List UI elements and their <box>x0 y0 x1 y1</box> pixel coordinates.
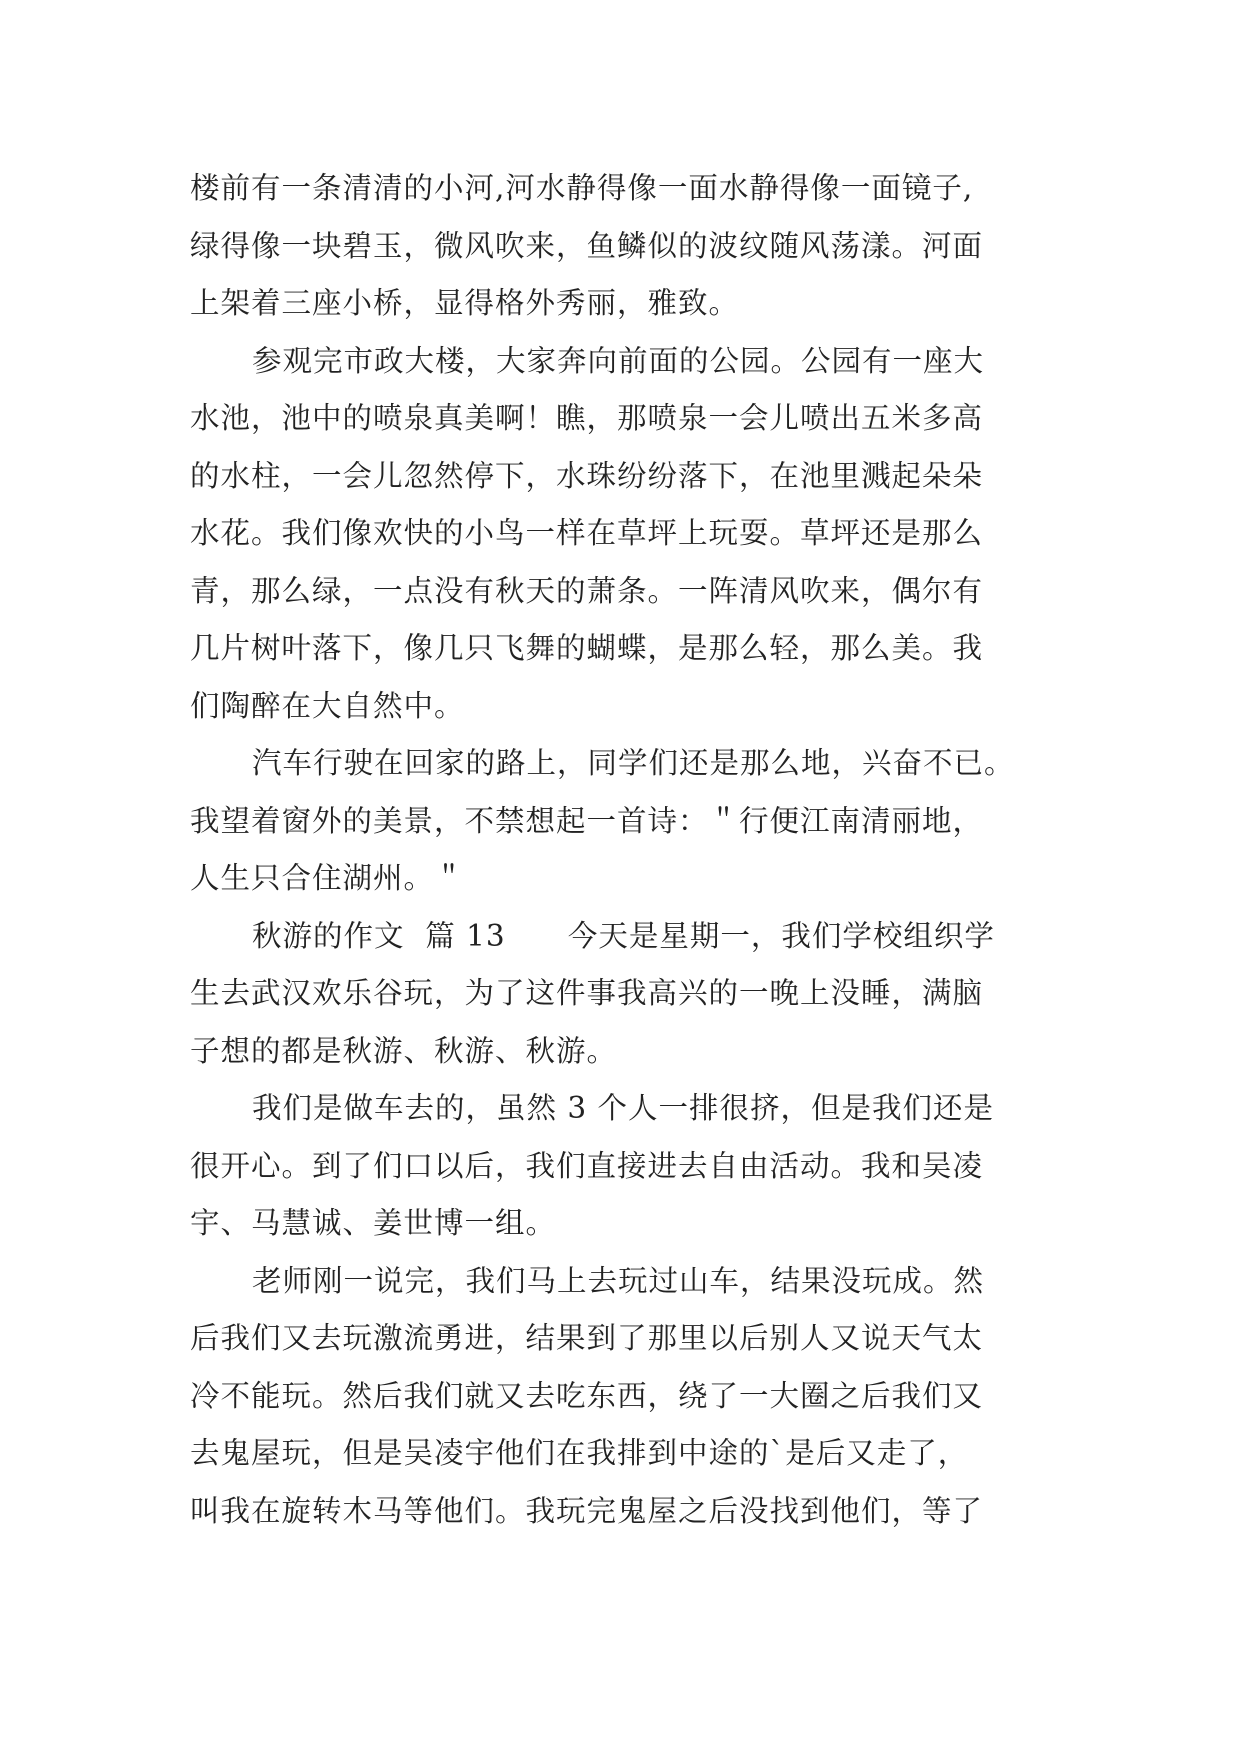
text-line: 生去武汉欢乐谷玩，为了这件事我高兴的一晚上没睡，满脑 <box>190 976 984 1010</box>
paragraph-first-line: 老师刚一说完，我们马上去玩过山车，结果没玩成。然 <box>252 1263 985 1298</box>
text-line: 我望着窗外的美景，不禁想起一首诗：＂行便江南清丽地， <box>190 803 984 838</box>
paragraph-first-line: 参观完市政大楼，大家奔向前面的公园。公园有一座大 <box>252 343 985 378</box>
text-line: 的水柱，一会儿忽然停下，水珠纷纷落下，在池里溅起朵朵 <box>190 458 984 493</box>
text-line: 宇、马慧诚、姜世博一组。 <box>190 1206 557 1240</box>
text-line: 们陶醉在大自然中。 <box>190 688 465 723</box>
paragraph-first-line: 汽车行驶在回家的路上，同学们还是那么地，兴奋不已。 <box>252 746 1015 780</box>
text-line: 人生只合住湖州。＂ <box>190 861 465 895</box>
text-line: 几片树叶落下，像几只飞舞的蝴蝶，是那么轻，那么美。我 <box>190 631 984 665</box>
text-line: 青，那么绿，一点没有秋天的萧条。一阵清风吹来，偶尔有 <box>190 573 984 608</box>
text-line: 楼前有一条清清的小河,河水静得像一面水静得像一面镜子, <box>190 171 974 205</box>
text-line: 叫我在旋转木马等他们。我玩完鬼屋之后没找到他们，等了 <box>190 1493 984 1528</box>
document-text <box>190 160 1070 1540</box>
text-line: 冷不能玩。然后我们就又去吃东西，绕了一大圈之后我们又 <box>190 1378 984 1413</box>
paragraph-first-line: 我们是做车去的，虽然 3 个人一排很挤，但是我们还是 <box>252 1091 995 1125</box>
text-line: 后我们又去玩激流勇进，结果到了那里以后别人又说天气太 <box>190 1321 984 1355</box>
text-line: 去鬼屋玩，但是吴凌宇他们在我排到中途的`是后又走了， <box>190 1436 969 1470</box>
text-line: 上架着三座小桥，显得格外秀丽，雅致。 <box>190 286 740 320</box>
paragraph-first-line: 秋游的作文 篇 13 今天是星期一，我们学校组织学 <box>252 918 995 953</box>
text-line: 水花。我们像欢快的小鸟一样在草坪上玩耍。草坪还是那么 <box>190 516 984 550</box>
text-line: 绿得像一块碧玉，微风吹来，鱼鳞似的波纹随风荡漾。河面 <box>190 228 984 263</box>
text-line: 很开心。到了们口以后，我们直接进去自由活动。我和吴凌 <box>190 1148 984 1183</box>
text-line: 子想的都是秋游、秋游、秋游。 <box>190 1033 618 1068</box>
text-line: 水池，池中的喷泉真美啊！瞧，那喷泉一会儿喷出五米多高 <box>190 401 984 435</box>
